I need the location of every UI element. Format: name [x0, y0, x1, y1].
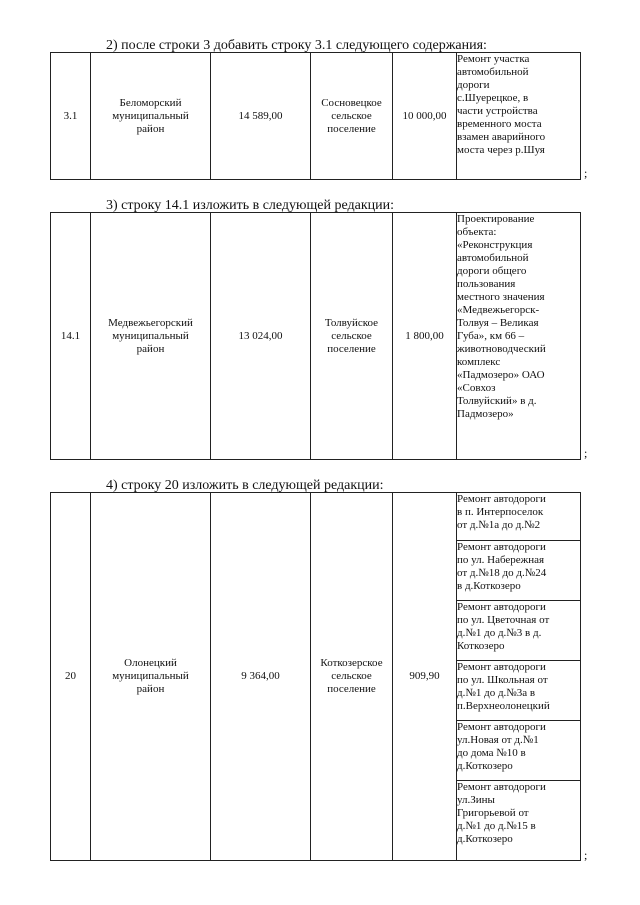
- district-cell: Олонецкий муниципальный район: [91, 493, 211, 861]
- work-item: Ремонт автодороги по ул. Набережная от д.№18 до д.№24 в д.Коткозеро: [457, 541, 581, 601]
- amount-cell: 13 024,00: [211, 213, 311, 460]
- amount-cell: 14 589,00: [211, 53, 311, 180]
- section2-heading: 2) после строки 3 добавить строку 3.1 следующего содержания:: [106, 38, 487, 53]
- work-item: Ремонт автодороги ул.Зины Григорьевой от д.№1 до д.№15 в д.Коткозеро: [457, 781, 581, 861]
- work-item: Ремонт автодороги по ул. Цветочная от д.№1 до д.№3 в д. Коткозеро: [457, 601, 581, 661]
- subsidy-cell: 909,90: [393, 493, 457, 861]
- subsidy-cell: 10 000,00: [393, 53, 457, 180]
- amount-cell: 9 364,00: [211, 493, 311, 861]
- district-cell: Беломорский муниципальный район: [91, 53, 211, 180]
- work-item: Ремонт автодороги в п. Интерпоселок от д.№1а до д.№2: [457, 493, 581, 541]
- table-row: [51, 493, 581, 541]
- row-number: 14.1: [51, 213, 91, 460]
- row-end-semicolon: ;: [584, 848, 588, 862]
- row-14-1-table: [50, 212, 581, 460]
- subsidy-cell: 1 800,00: [393, 213, 457, 460]
- section3-heading: 3) строку 14.1 изложить в следующей редакции:: [106, 198, 395, 213]
- row-number: 3.1: [51, 53, 91, 180]
- description-cell: Проектирование объекта: «Реконструкция автомобильной дороги общего пользования местного значения «Медвежьегорск- Толвуя – Великая Губа», км 66 – животноводческий комплекс «Падмозеро» ОАО «Совхоз Толвуйский» в д. Падмозеро»: [457, 213, 581, 460]
- table-row: [51, 213, 581, 460]
- work-item: Ремонт автодороги по ул. Школьная от д.№1 до д.№3а в п.Верхнеолонецкий: [457, 661, 581, 721]
- row-end-semicolon: ;: [584, 446, 588, 460]
- work-item: Ремонт автодороги ул.Новая от д.№1 до дома №10 в д.Коткозеро: [457, 721, 581, 781]
- row-end-semicolon: ;: [584, 166, 588, 180]
- table-row: [51, 53, 581, 180]
- row-3-1-table: [50, 52, 581, 180]
- settlement-cell: Толвуйское сельское поселение: [311, 213, 393, 460]
- description-cell: Ремонт участка автомобильной дороги с.Шуерецкое, в части устройства временного моста взамен аварийного моста через р.Шуя: [457, 53, 581, 180]
- row-20-table: [50, 492, 581, 861]
- district-cell: Медвежьегорский муниципальный район: [91, 213, 211, 460]
- settlement-cell: Сосновецкое сельское поселение: [311, 53, 393, 180]
- row-number: 20: [51, 493, 91, 861]
- settlement-cell: Коткозерское сельское поселение: [311, 493, 393, 861]
- section4-heading: 4) строку 20 изложить в следующей редакции:: [106, 478, 384, 493]
